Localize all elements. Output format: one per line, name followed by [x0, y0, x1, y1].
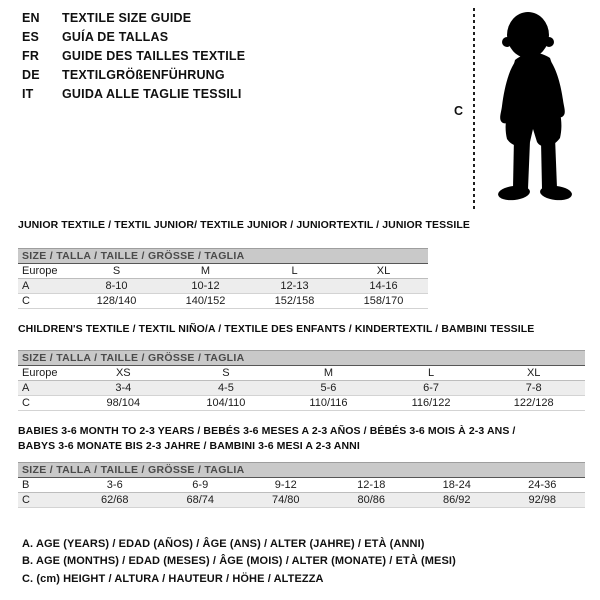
language-row — [22, 66, 245, 85]
table-title — [18, 322, 585, 337]
row-label: Europe — [22, 366, 58, 379]
cell-value: 6-9 — [192, 479, 209, 491]
table-row — [18, 380, 585, 395]
language-label: GUIDA ALLE TAGLIE TESSILI — [62, 87, 242, 101]
cell-value: M — [200, 264, 211, 277]
language-label: GUÍA DE TALLAS — [62, 30, 169, 44]
size-table-section — [18, 424, 585, 508]
row-label: B — [22, 479, 30, 491]
table-title-line: BABYS 3-6 MONATE BIS 2-3 JAHRE / BAMBINI 3-6 MESI A 2-3 ANNI — [18, 439, 360, 452]
table-header: SIZE / TALLA / TAILLE / GRÖSSE / TAGLIA — [18, 463, 585, 478]
cell-value: 12-13 — [280, 279, 309, 292]
table-title-line: CHILDREN'S TEXTILE / TEXTIL NIÑO/A / TEXTILE DES ENFANTS / KINDERTEXTIL / BAMBINI TESSILE — [18, 323, 535, 335]
row-label: C — [22, 294, 30, 307]
size-table-section — [18, 218, 470, 309]
table-row — [18, 395, 585, 410]
toddler-silhouette-icon — [483, 8, 583, 208]
cell-value: XL — [526, 366, 541, 379]
cell-value: 140/152 — [185, 294, 226, 307]
table-header-row — [18, 350, 585, 365]
size-table — [18, 462, 585, 508]
language-label: TEXTILE SIZE GUIDE — [62, 11, 192, 25]
legend-line: C. (cm) HEIGHT / ALTURA / HAUTEUR / HÖHE / ALTEZZA — [22, 572, 324, 585]
size-table-section — [18, 322, 585, 411]
cell-value: 7-8 — [525, 381, 542, 394]
cell-value: 9-12 — [274, 479, 297, 491]
cell-value: 152/158 — [274, 294, 315, 307]
language-code: EN — [22, 11, 40, 25]
language-label: TEXTILGRÖßENFÜHRUNG — [62, 68, 225, 82]
cell-value: 6-7 — [423, 381, 440, 394]
language-row — [22, 9, 245, 28]
cell-value: 68/74 — [186, 494, 215, 506]
cell-value: 80/86 — [357, 494, 386, 506]
cell-value: 128/140 — [96, 294, 137, 307]
language-row — [22, 47, 245, 66]
table-row — [18, 478, 585, 493]
row-label: A — [22, 381, 30, 394]
row-label: Europe — [22, 264, 58, 277]
size-table — [18, 248, 428, 309]
table-title — [18, 218, 470, 233]
cell-value: 24-36 — [528, 479, 557, 491]
table-header-row — [18, 248, 428, 263]
language-code: IT — [22, 87, 34, 101]
cell-value: 5-6 — [320, 381, 337, 394]
cell-value: 92/98 — [528, 494, 557, 506]
cell-value: 110/116 — [309, 396, 348, 409]
language-code: DE — [22, 68, 40, 82]
cell-value: L — [291, 264, 298, 277]
language-row — [22, 85, 245, 104]
height-measure-label: C — [454, 104, 464, 118]
cell-value: 86/92 — [442, 494, 471, 506]
cell-value: 74/80 — [271, 494, 300, 506]
table-title-line: JUNIOR TEXTILE / TEXTIL JUNIOR/ TEXTILE JUNIOR / JUNIORTEXTIL / JUNIOR TESSILE — [18, 219, 470, 231]
table-header-row — [18, 463, 585, 478]
cell-value: 158/170 — [363, 294, 404, 307]
cell-value: 10-12 — [191, 279, 220, 292]
cell-value: XL — [376, 264, 391, 277]
language-code: FR — [22, 49, 40, 63]
measure-legend — [22, 536, 456, 588]
legend-line: B. AGE (MONTHS) / EDAD (MESES) / ÂGE (MOIS) / ALTER (MONATE) / ETÀ (MESI) — [22, 555, 456, 568]
table-row — [18, 278, 428, 293]
cell-value: 18-24 — [442, 479, 471, 491]
cell-value: 116/122 — [411, 396, 451, 409]
cell-value: S — [222, 366, 230, 379]
legend-line: A. AGE (YEARS) / EDAD (AÑOS) / ÂGE (ANS) / ALTER (JAHRE) / ETÀ (ANNI) — [22, 538, 425, 550]
cell-value: L — [428, 366, 435, 379]
cell-value: S — [112, 264, 121, 277]
language-code: ES — [22, 30, 40, 44]
cell-value: 104/110 — [206, 396, 246, 409]
table-header: SIZE / TALLA / TAILLE / GRÖSSE / TAGLIA — [18, 350, 585, 365]
cell-value: 8-10 — [105, 279, 128, 292]
table-row — [18, 263, 428, 278]
table-row — [18, 293, 428, 308]
row-label: A — [22, 279, 30, 292]
table-title — [18, 424, 585, 453]
cell-value: 98/104 — [106, 396, 141, 409]
height-dashed-line — [473, 8, 475, 212]
cell-value: 12-18 — [357, 479, 386, 491]
cell-value: 4-5 — [217, 381, 234, 394]
row-label: C — [22, 396, 30, 409]
row-label: C — [22, 494, 30, 506]
cell-value: 122/128 — [513, 396, 554, 409]
cell-value: 3-4 — [115, 381, 132, 394]
language-list — [22, 9, 245, 104]
cell-value: M — [323, 366, 334, 379]
table-row — [18, 365, 585, 380]
cell-value: XS — [115, 366, 131, 379]
language-row — [22, 28, 245, 47]
cell-value: 3-6 — [106, 479, 123, 491]
cell-value: 62/68 — [100, 494, 129, 506]
size-table — [18, 350, 585, 411]
cell-value: 14-16 — [369, 279, 398, 292]
language-label: GUIDE DES TAILLES TEXTILE — [62, 49, 246, 63]
table-row — [18, 493, 585, 508]
table-title-line: BABIES 3-6 MONTH TO 2-3 YEARS / BEBÉS 3-6 MESES A 2-3 AÑOS / BÉBÉS 3-6 MOIS À 2-3 ANS / — [18, 425, 516, 437]
table-header: SIZE / TALLA / TAILLE / GRÖSSE / TAGLIA — [18, 248, 428, 263]
